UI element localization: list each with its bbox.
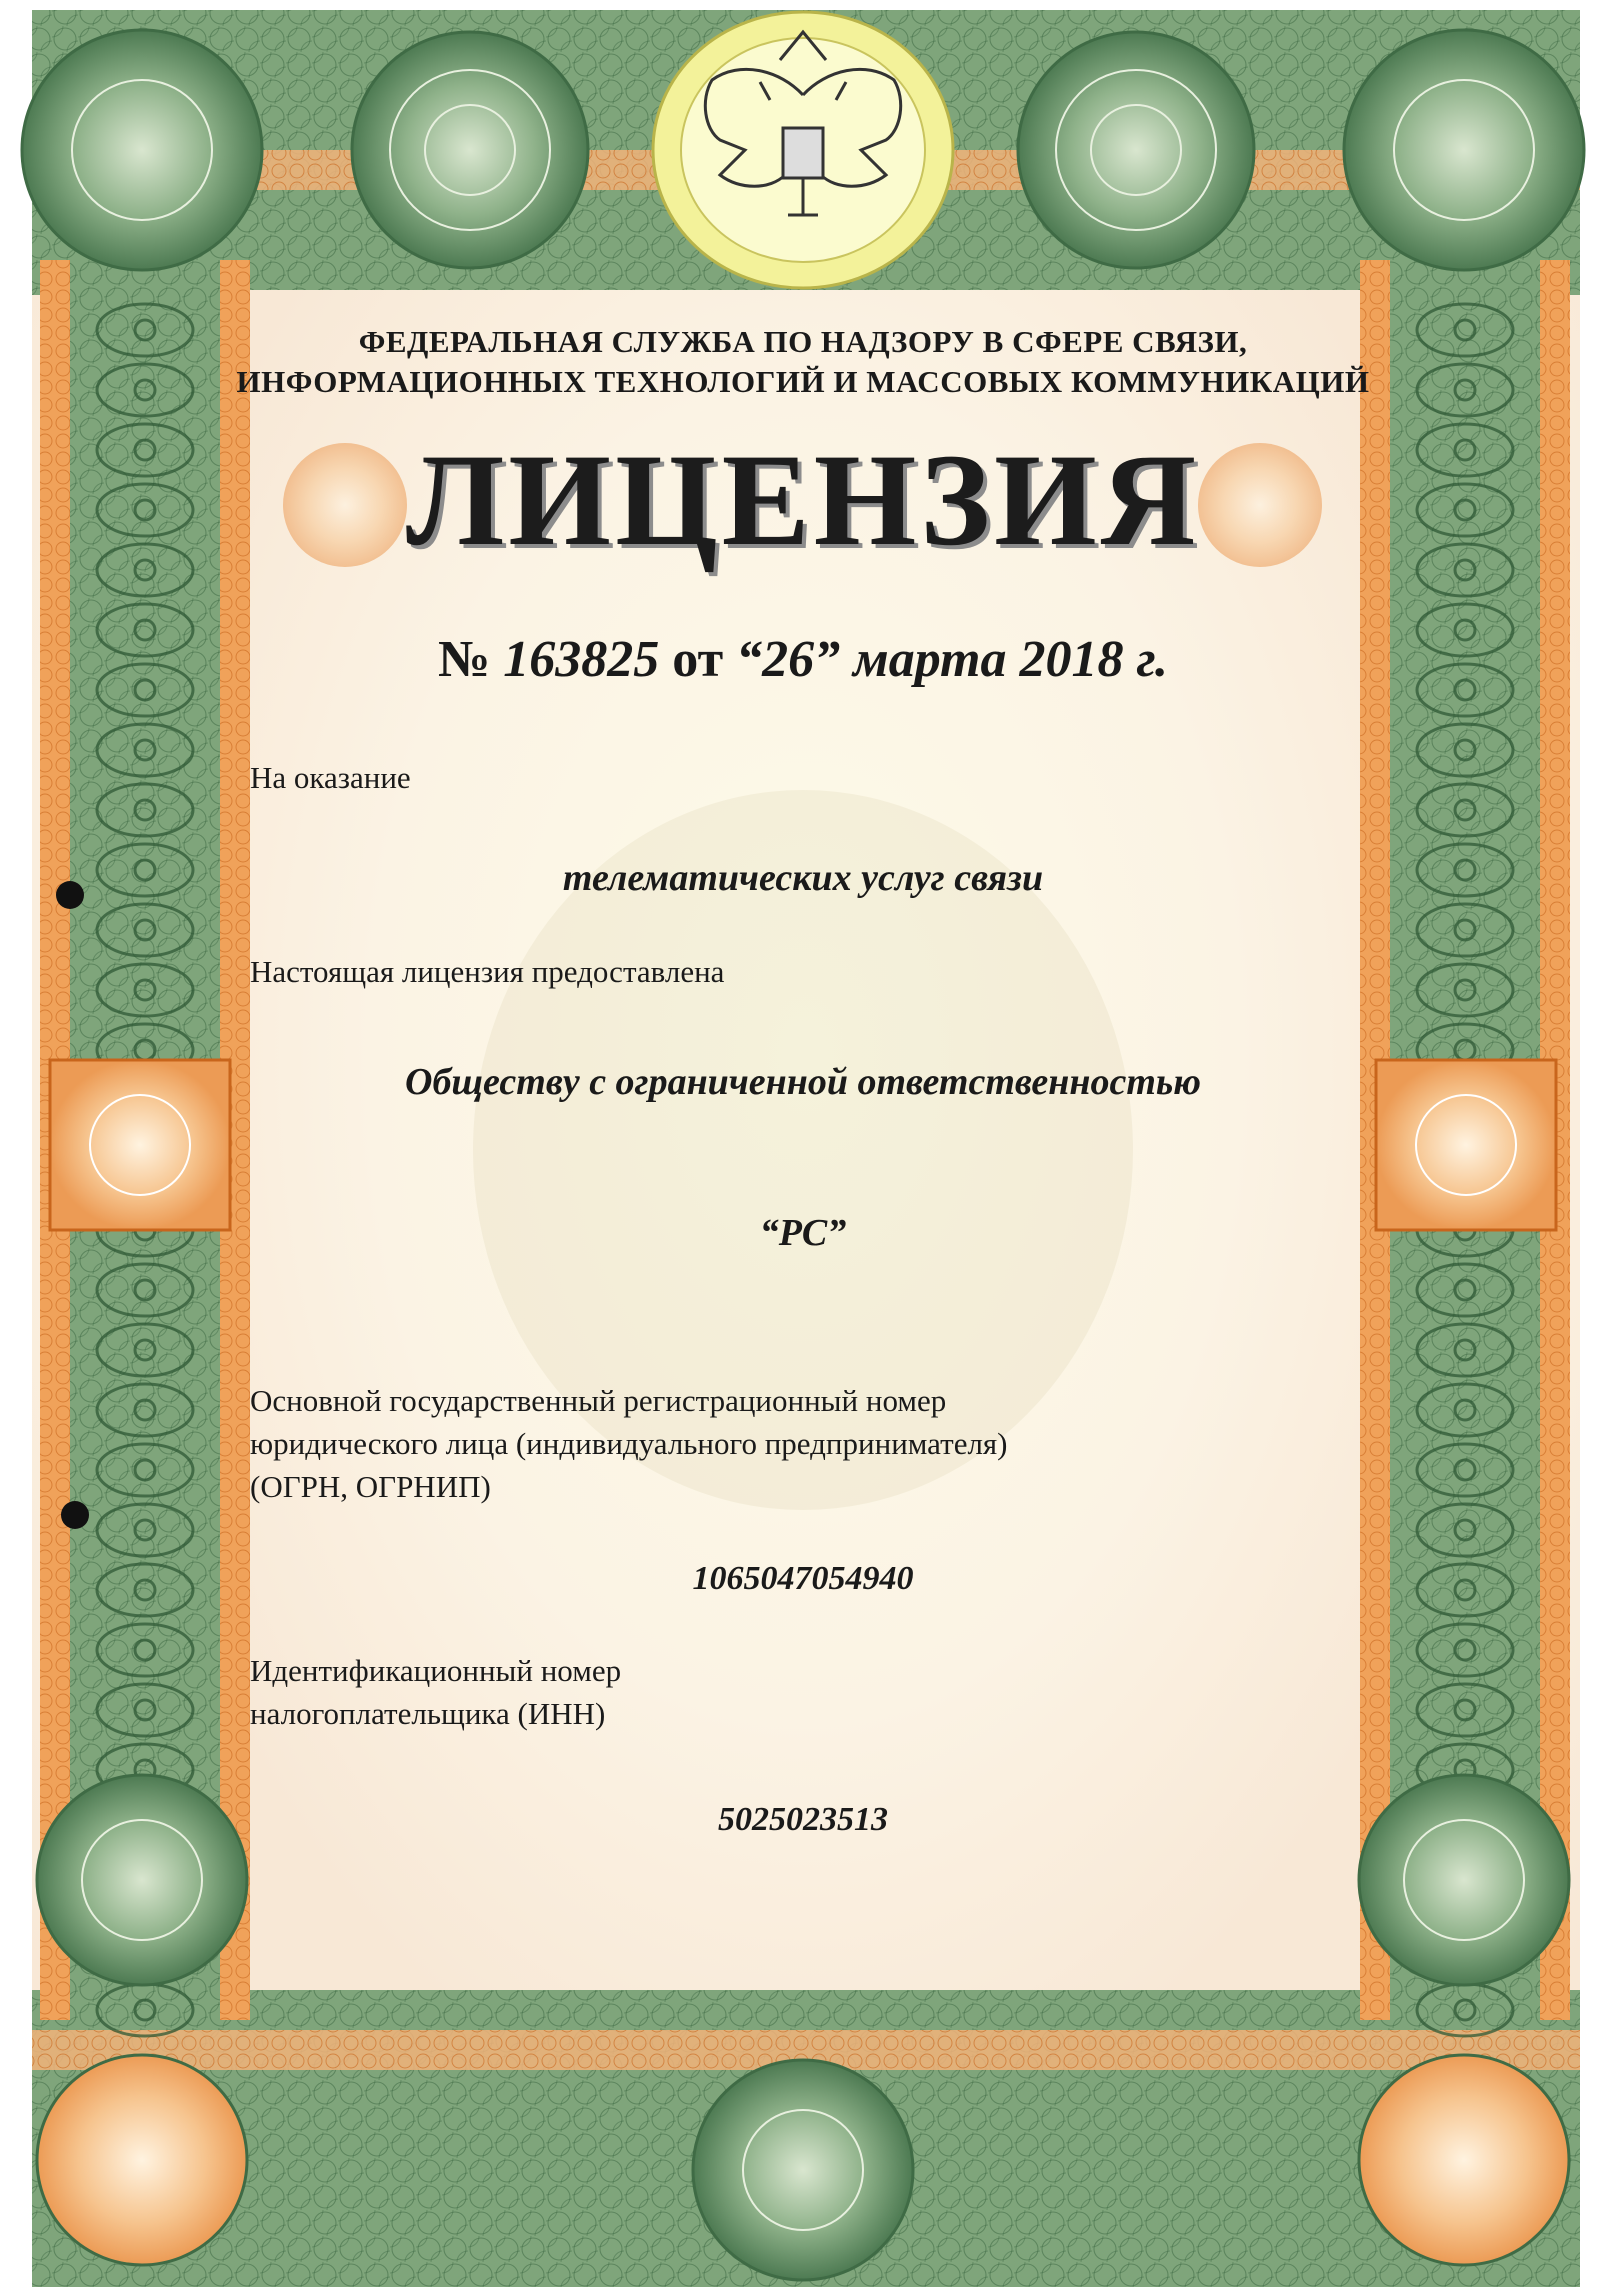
agency-name-line1: ФЕДЕРАЛЬНАЯ СЛУЖБА ПО НАДЗОРУ В СФЕРЕ СВЯЗИ, <box>358 324 1248 359</box>
agency-name <box>0 322 1606 402</box>
license-number-line <box>0 628 1606 692</box>
inn-label-line2: налогоплательщика (ИНН) <box>250 1696 606 1731</box>
service-label: На оказание <box>250 760 411 795</box>
date-from-label: от <box>672 631 724 688</box>
number-sign: № <box>437 631 491 688</box>
inn-label-line1: Идентификационный номер <box>250 1653 622 1688</box>
ogrn-label-line2: юридического лица (индивидуального предпринимателя) <box>250 1426 1008 1461</box>
agency-name-line2: ИНФОРМАЦИОННЫХ ТЕХНОЛОГИЙ И МАССОВЫХ КОММУНИКАЦИЙ <box>236 364 1370 399</box>
date-day: “26” <box>736 631 841 688</box>
ogrn-value: 1065047054940 <box>692 1560 914 1597</box>
service-value: телематических услуг связи <box>562 857 1044 899</box>
holder-name: “РС” <box>759 1212 847 1254</box>
holder-type: Обществу с ограниченной ответственностью <box>405 1061 1201 1103</box>
ogrn-label-line3: (ОГРН, ОГРНИП) <box>250 1469 491 1504</box>
double-headed-eagle-emblem <box>653 12 953 288</box>
date-month-year: марта 2018 г. <box>853 631 1169 688</box>
inn-value: 5025023513 <box>718 1801 888 1838</box>
granted-label: Настоящая лицензия предоставлена <box>250 954 725 989</box>
license-number: 163825 <box>503 631 660 688</box>
ogrn-label-line1: Основной государственный регистрационный номер <box>250 1383 947 1418</box>
document-title: ЛИЦЕНЗИЯ <box>405 426 1201 573</box>
